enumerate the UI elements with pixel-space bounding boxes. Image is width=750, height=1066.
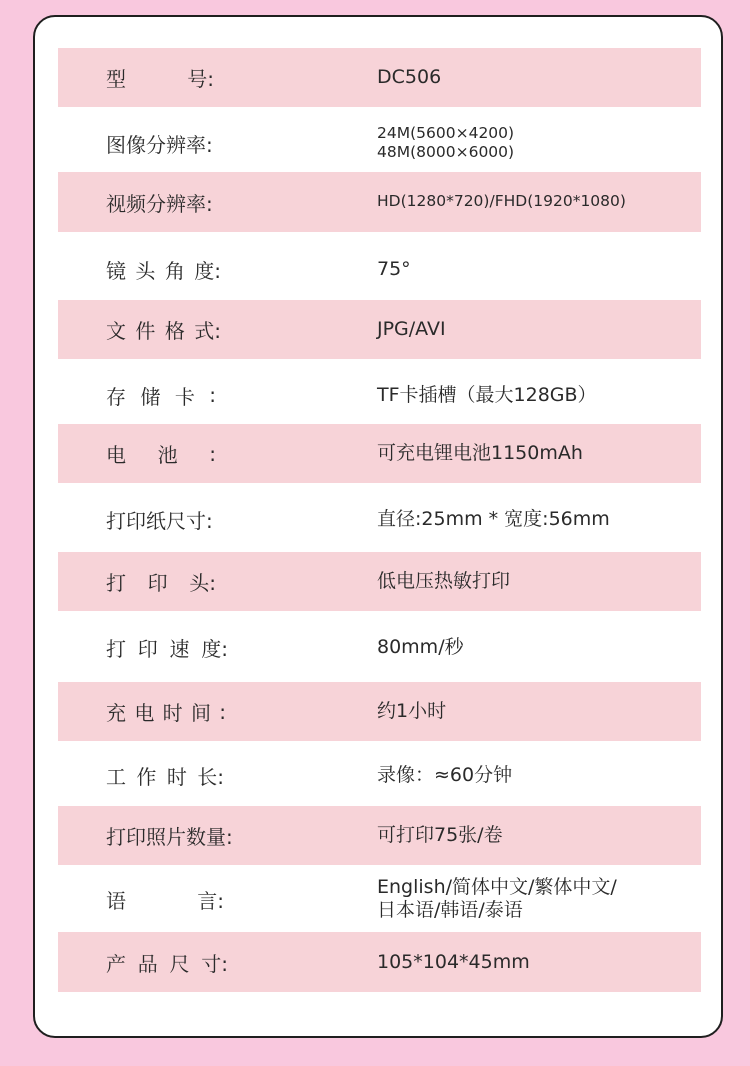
spec-label (106, 821, 242, 850)
spec-label-part: 型 (106, 67, 126, 91)
spec-label-part: 镜 (106, 258, 126, 283)
spec-row (58, 488, 701, 550)
spec-label-part: 池 (157, 443, 178, 467)
spec-label-part: 号: (187, 67, 214, 91)
spec-value (377, 384, 695, 407)
spec-label (106, 697, 226, 726)
spec-label-part: 度: (194, 258, 221, 283)
spec-value-line: 105*104*45mm (377, 950, 530, 973)
spec-value-line: DC506 (377, 66, 442, 89)
spec-label (106, 505, 228, 534)
spec-label-part: 度: (201, 636, 228, 661)
spec-label (106, 948, 228, 977)
spec-label (106, 567, 216, 596)
spec-row (58, 424, 701, 483)
spec-row (58, 112, 701, 174)
spec-row (58, 300, 701, 359)
spec-label-part: 头: (189, 571, 216, 595)
spec-label-part: 充 (106, 701, 126, 725)
spec-label-part: 文 (106, 319, 126, 343)
spec-label (106, 439, 216, 468)
spec-label-part: 时 (162, 701, 183, 725)
spec-label-part: 尺 (169, 951, 190, 976)
spec-label-part: 头 (135, 258, 156, 283)
spec-value (377, 824, 695, 847)
spec-value (377, 876, 695, 922)
spec-label-part: 格 (164, 319, 185, 343)
spec-label-part: 语 (106, 888, 126, 913)
spec-row (58, 932, 701, 992)
spec-label-part: 打 (106, 571, 126, 595)
spec-label-part: 电 (134, 701, 155, 725)
spec-value (377, 124, 695, 163)
spec-row (58, 868, 701, 930)
spec-row (58, 744, 701, 806)
spec-label (106, 315, 221, 344)
spec-value-line: 75° (377, 257, 411, 280)
spec-row (58, 616, 701, 678)
spec-value-line: 低电压热敏打印 (377, 570, 511, 593)
spec-value (377, 442, 695, 465)
spec-value (377, 764, 695, 787)
spec-label-part: 打印纸尺寸: (106, 508, 213, 533)
spec-label-part: 间 (190, 701, 211, 725)
spec-value-line: 24M(5600×4200) (377, 123, 515, 142)
spec-row (58, 48, 701, 107)
spec-label-part: 作 (136, 764, 157, 789)
spec-value-line: JPG/AVI (377, 318, 446, 341)
spec-value (377, 318, 695, 341)
spec-label (106, 381, 216, 410)
spec-label-part: 时 (166, 764, 187, 789)
spec-label-part: : (209, 441, 216, 466)
spec-row (58, 364, 701, 426)
spec-label-part: 储 (140, 384, 161, 409)
spec-value (377, 66, 695, 89)
spec-value-line: 48M(8000×6000) (377, 143, 515, 161)
spec-value-line: 日本语/韩语/泰语 (377, 899, 523, 921)
spec-value (377, 258, 695, 281)
spec-label-part: 件 (135, 319, 156, 343)
spec-row (58, 552, 701, 611)
spec-value (377, 508, 695, 531)
spec-label (106, 633, 228, 662)
spec-label-part: 打印照片数量: (106, 825, 233, 849)
spec-value (377, 951, 695, 974)
spec-value (377, 700, 695, 723)
spec-label-part: 存 (106, 384, 126, 409)
spec-label-part: 视频分辨率: (106, 191, 213, 216)
spec-value-line: 80mm/秒 (377, 635, 464, 658)
spec-label-part: 打 (106, 636, 126, 661)
spec-label (106, 188, 228, 217)
spec-value-line: English/简体中文/繁体中文/ (377, 876, 617, 899)
spec-label-part: 印 (137, 636, 158, 661)
spec-label-part: 言: (197, 888, 224, 913)
spec-label-part: 长: (197, 764, 224, 789)
spec-row (58, 806, 701, 865)
spec-value-line: 直径:25mm * 宽度:56mm (377, 507, 610, 530)
spec-row (58, 682, 701, 741)
spec-label-part: 产 (106, 951, 126, 976)
spec-label-part: 图像分辨率: (106, 132, 213, 157)
spec-value-line: 约1小时 (377, 700, 447, 723)
spec-label-part: 印 (147, 571, 168, 595)
spec-value (377, 570, 695, 593)
spec-label (106, 129, 228, 158)
spec-label-part: : (219, 699, 226, 724)
spec-value-line: TF卡插槽（最大128GB） (377, 383, 597, 406)
spec-label-part: 电 (106, 443, 126, 467)
spec-label-part: 品 (137, 951, 158, 976)
spec-label-part: 速 (169, 636, 190, 661)
spec-label-part: 卡 (174, 384, 195, 409)
spec-label-part: 式: (194, 319, 221, 343)
spec-value-line: 可充电锂电池1150mAh (377, 442, 583, 465)
spec-label (106, 761, 224, 790)
spec-label (106, 63, 214, 92)
spec-label-part: : (209, 383, 216, 407)
spec-label-part: 角 (164, 258, 185, 283)
spec-row (58, 172, 701, 232)
spec-value (377, 636, 695, 659)
spec-label-part: 工 (106, 764, 126, 789)
spec-label (106, 255, 221, 284)
spec-row (58, 238, 701, 300)
spec-value-line: 录像：≈60分钟 (377, 763, 513, 786)
spec-value-line: 可打印75张/卷 (377, 824, 503, 847)
spec-label-part: 寸: (201, 951, 228, 976)
spec-value (377, 192, 695, 211)
spec-value-line: HD(1280*720)/FHD(1920*1080) (377, 192, 626, 211)
spec-label (106, 885, 224, 914)
spec-card (33, 15, 723, 1038)
